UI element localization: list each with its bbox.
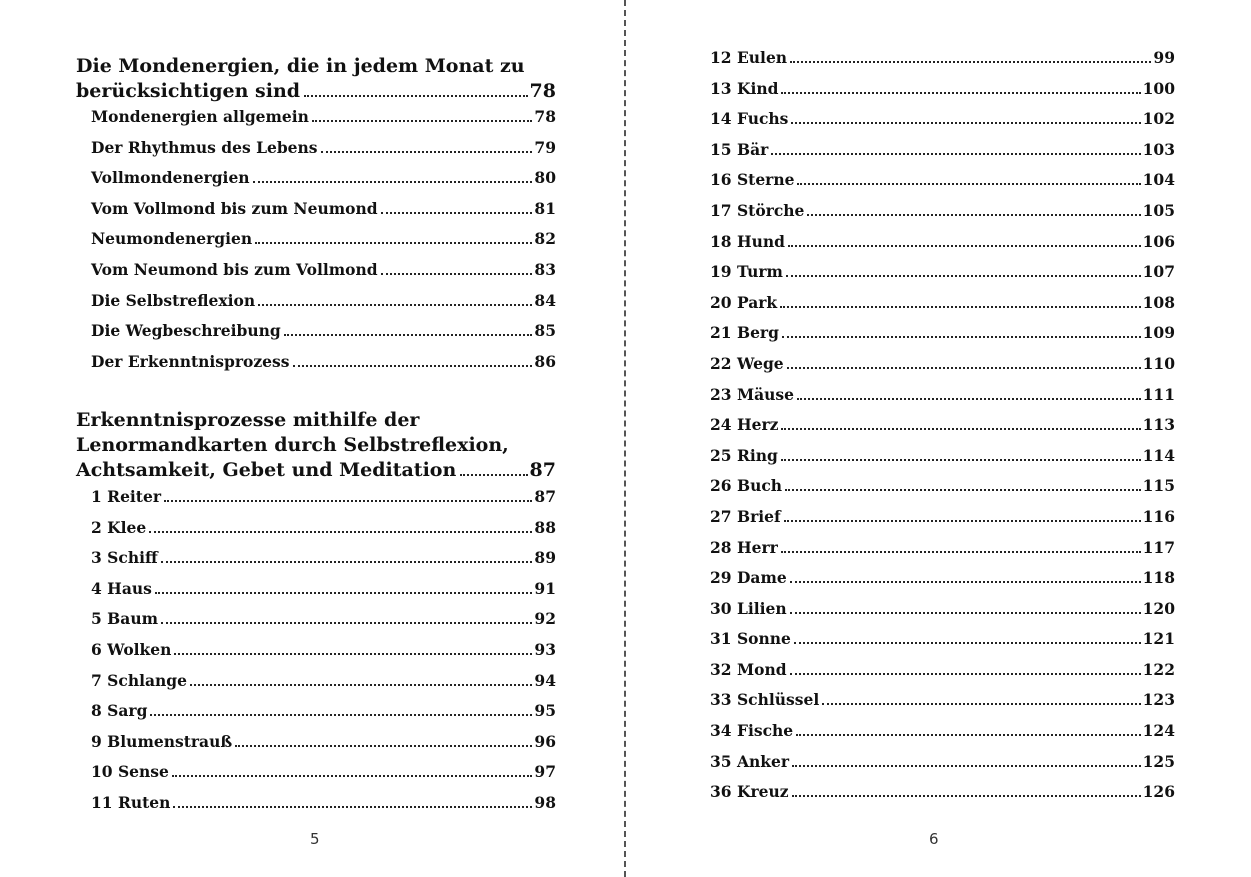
entry-title: 17 Störche (710, 200, 805, 220)
entry-title: 9 Blumenstrauß (91, 731, 233, 751)
entry-page-number: 80 (534, 168, 556, 188)
entry-title: 15 Bär (710, 139, 769, 159)
dot-leader (293, 365, 533, 367)
heading-line: Erkenntnisprozesse mithilfe der (76, 409, 420, 431)
entry-page-number: 115 (1142, 476, 1175, 496)
entry-title: 3 Schiff (91, 548, 158, 568)
dot-leader (796, 734, 1140, 736)
dot-leader (788, 245, 1141, 247)
toc-entry[interactable] (710, 323, 1175, 354)
entry-page-number: 116 (1142, 506, 1175, 526)
entry-page-number: 113 (1142, 415, 1175, 435)
dot-leader (790, 612, 1141, 614)
dot-leader (781, 459, 1141, 461)
dot-leader (172, 775, 533, 777)
dot-leader (284, 334, 533, 336)
entry-page-number: 89 (534, 548, 556, 568)
page-number: 5 (310, 830, 320, 848)
toc-entry[interactable] (710, 690, 1175, 721)
entry-title: 20 Park (710, 292, 778, 312)
entry-title: Vom Vollmond bis zum Neumond (91, 198, 378, 218)
dot-leader (780, 306, 1140, 308)
entry-page-number: 105 (1142, 200, 1175, 220)
toc-entry[interactable] (76, 107, 556, 138)
toc-heading-erkenntnisprozesse[interactable] (76, 408, 556, 483)
entry-page-number: 85 (534, 321, 556, 341)
entry-title: 5 Baum (91, 609, 158, 629)
entry-title: 33 Schlüssel (710, 690, 820, 710)
entry-title: 11 Ruten (91, 792, 171, 812)
entry-page-number: 91 (534, 578, 556, 598)
toc-entry[interactable] (710, 568, 1175, 599)
entry-page-number: 92 (534, 609, 556, 629)
dot-leader (255, 242, 532, 244)
toc-entry[interactable] (76, 229, 556, 260)
entry-title: 14 Fuchs (710, 109, 789, 129)
toc-entry[interactable] (710, 507, 1175, 538)
entry-page-number: 103 (1142, 139, 1175, 159)
toc-entry[interactable] (710, 170, 1175, 201)
heading-page-number: 78 (529, 80, 556, 102)
page-number: 6 (929, 830, 939, 848)
toc-entry[interactable] (710, 48, 1175, 79)
dot-leader (460, 474, 527, 476)
toc-list-section1 (76, 107, 556, 382)
page-divider (624, 0, 626, 877)
toc-entry[interactable] (76, 260, 556, 291)
entry-page-number: 126 (1142, 782, 1175, 802)
toc-heading-mondenergien[interactable] (76, 54, 556, 104)
dot-leader (784, 520, 1141, 522)
toc-entry[interactable] (76, 487, 556, 518)
entry-title: 36 Kreuz (710, 782, 789, 802)
toc-entry[interactable] (76, 291, 556, 322)
toc-entry[interactable] (76, 168, 556, 199)
toc-entry[interactable] (710, 79, 1175, 110)
entry-title: Die Wegbeschreibung (91, 321, 281, 341)
entry-page-number: 118 (1142, 568, 1175, 588)
dot-leader (253, 181, 533, 183)
dot-leader (785, 489, 1141, 491)
dot-leader (787, 367, 1141, 369)
toc-entry[interactable] (76, 138, 556, 169)
entry-title: 6 Wolken (91, 639, 172, 659)
entry-page-number: 84 (534, 290, 556, 310)
dot-leader (312, 120, 532, 122)
left-page (76, 0, 556, 877)
entry-title: 1 Reiter (91, 487, 161, 506)
toc-entry[interactable] (710, 752, 1175, 783)
entry-title: 12 Eulen (710, 48, 788, 67)
dot-leader (381, 212, 533, 214)
entry-page-number: 107 (1142, 262, 1175, 282)
entry-title: 8 Sarg (91, 701, 148, 721)
toc-list-section2 (76, 487, 556, 824)
entry-page-number: 104 (1142, 170, 1175, 190)
entry-title: Vollmondenergien (91, 168, 250, 188)
toc-entry[interactable] (76, 793, 556, 824)
entry-page-number: 114 (1142, 445, 1175, 465)
entry-title: 30 Lilien (710, 598, 787, 618)
entry-page-number: 102 (1142, 109, 1175, 129)
entry-page-number: 99 (1153, 48, 1175, 67)
entry-title: 18 Hund (710, 231, 785, 251)
dot-leader (791, 122, 1140, 124)
heading-page-number: 87 (529, 459, 556, 481)
entry-title: 34 Fische (710, 721, 794, 741)
dot-leader (781, 428, 1140, 430)
entry-title: Mondenergien allgemein (91, 107, 309, 126)
entry-page-number: 124 (1142, 721, 1175, 741)
entry-page-number: 87 (534, 487, 556, 506)
toc-entry[interactable] (710, 629, 1175, 660)
entry-title: 7 Schlange (91, 670, 187, 690)
toc-entry[interactable] (76, 548, 556, 579)
entry-page-number: 88 (534, 517, 556, 537)
toc-entry[interactable] (710, 232, 1175, 263)
entry-page-number: 123 (1142, 690, 1175, 710)
toc-entry[interactable] (76, 579, 556, 610)
dot-leader (161, 561, 533, 563)
toc-entry[interactable] (710, 721, 1175, 752)
dot-leader (381, 273, 533, 275)
entry-title: 28 Herr (710, 537, 778, 557)
entry-title: 2 Klee (91, 517, 147, 537)
heading-line: berücksichtigen sind (76, 80, 301, 102)
dot-leader (786, 275, 1141, 277)
toc-entry[interactable] (710, 599, 1175, 630)
dot-leader (790, 61, 1151, 63)
entry-page-number: 98 (534, 792, 556, 812)
dot-leader (155, 592, 533, 594)
toc-entry[interactable] (710, 476, 1175, 507)
entry-page-number: 95 (534, 701, 556, 721)
dot-leader (149, 531, 532, 533)
entry-page-number: 108 (1142, 292, 1175, 312)
dot-leader (782, 336, 1141, 338)
dot-leader (321, 151, 533, 153)
entry-page-number: 82 (534, 229, 556, 249)
entry-title: 4 Haus (91, 578, 152, 598)
entry-title: Der Rhythmus des Lebens (91, 137, 318, 157)
dot-leader (258, 304, 532, 306)
toc-entry[interactable] (710, 415, 1175, 446)
toc-entry[interactable] (710, 201, 1175, 232)
entry-title: 19 Turm (710, 262, 783, 282)
toc-entry[interactable] (76, 701, 556, 732)
dot-leader (173, 806, 532, 808)
toc-entry[interactable] (76, 518, 556, 549)
entry-page-number: 122 (1142, 659, 1175, 679)
entry-page-number: 78 (534, 107, 556, 126)
entry-page-number: 100 (1142, 78, 1175, 98)
dot-leader (174, 653, 532, 655)
toc-entry[interactable] (76, 609, 556, 640)
entry-title: 21 Berg (710, 323, 779, 343)
heading-line: Lenormandkarten durch Selbstreflexion, (76, 434, 509, 456)
dot-leader (771, 153, 1140, 155)
entry-title: 26 Buch (710, 476, 783, 496)
entry-title: Neumondenergien (91, 229, 253, 249)
toc-entry[interactable] (76, 321, 556, 352)
toc-entry[interactable] (710, 109, 1175, 140)
entry-title: 29 Dame (710, 568, 787, 588)
toc-entry[interactable] (710, 538, 1175, 569)
toc-entry[interactable] (710, 293, 1175, 324)
entry-page-number: 97 (534, 762, 556, 782)
dot-leader (190, 684, 532, 686)
dot-leader (235, 745, 532, 747)
toc-entry[interactable] (710, 660, 1175, 691)
dot-leader (807, 214, 1140, 216)
heading-line: Achtsamkeit, Gebet und Meditation (76, 459, 457, 481)
toc-entry[interactable] (76, 640, 556, 671)
entry-title: 24 Herz (710, 415, 779, 435)
dot-leader (822, 703, 1140, 705)
dot-leader (797, 398, 1141, 400)
dot-leader (790, 581, 1141, 583)
entry-title: Vom Neumond bis zum Vollmond (91, 259, 378, 279)
entry-page-number: 110 (1142, 353, 1175, 373)
entry-page-number: 79 (534, 137, 556, 157)
dot-leader (304, 95, 528, 97)
entry-title: 13 Kind (710, 78, 779, 98)
entry-page-number: 81 (534, 198, 556, 218)
dot-leader (161, 622, 532, 624)
toc-entry[interactable] (710, 385, 1175, 416)
entry-page-number: 96 (534, 731, 556, 751)
entry-page-number: 94 (534, 670, 556, 690)
dot-leader (792, 765, 1141, 767)
entry-page-number: 83 (534, 259, 556, 279)
entry-title: 32 Mond (710, 659, 787, 679)
entry-title: 23 Mäuse (710, 384, 795, 404)
entry-title: Der Erkenntnisprozess (91, 351, 290, 371)
dot-leader (794, 642, 1141, 644)
entry-title: 22 Wege (710, 353, 784, 373)
dot-leader (797, 183, 1140, 185)
entry-page-number: 86 (534, 351, 556, 371)
toc-entry[interactable] (76, 732, 556, 763)
entry-page-number: 117 (1142, 537, 1175, 557)
entry-page-number: 109 (1142, 323, 1175, 343)
toc-entry[interactable] (710, 140, 1175, 171)
toc-entry[interactable] (710, 262, 1175, 293)
dot-leader (792, 795, 1141, 797)
toc-entry[interactable] (710, 354, 1175, 385)
entry-page-number: 111 (1142, 384, 1175, 404)
toc-entry[interactable] (710, 446, 1175, 477)
entry-page-number: 93 (534, 639, 556, 659)
dot-leader (781, 92, 1140, 94)
entry-title: 25 Ring (710, 445, 778, 465)
entry-page-number: 106 (1142, 231, 1175, 251)
right-page (710, 0, 1175, 877)
entry-title: 27 Brief (710, 506, 781, 526)
entry-page-number: 121 (1142, 629, 1175, 649)
dot-leader (790, 673, 1141, 675)
entry-title: 35 Anker (710, 751, 790, 771)
toc-entry[interactable] (76, 762, 556, 793)
dot-leader (781, 551, 1141, 553)
heading-line: Die Mondenergien, die in jedem Monat zu (76, 55, 525, 77)
entry-title: 10 Sense (91, 762, 169, 782)
toc-entry[interactable] (76, 199, 556, 230)
entry-title: Die Selbstreflexion (91, 290, 256, 310)
entry-page-number: 120 (1142, 598, 1175, 618)
dot-leader (150, 714, 532, 716)
toc-entry[interactable] (76, 352, 556, 383)
dot-leader (164, 500, 532, 502)
toc-list-right (710, 48, 1175, 813)
entry-title: 31 Sonne (710, 629, 791, 649)
toc-entry[interactable] (710, 782, 1175, 813)
toc-entry[interactable] (76, 671, 556, 702)
entry-page-number: 125 (1142, 751, 1175, 771)
entry-title: 16 Sterne (710, 170, 795, 190)
